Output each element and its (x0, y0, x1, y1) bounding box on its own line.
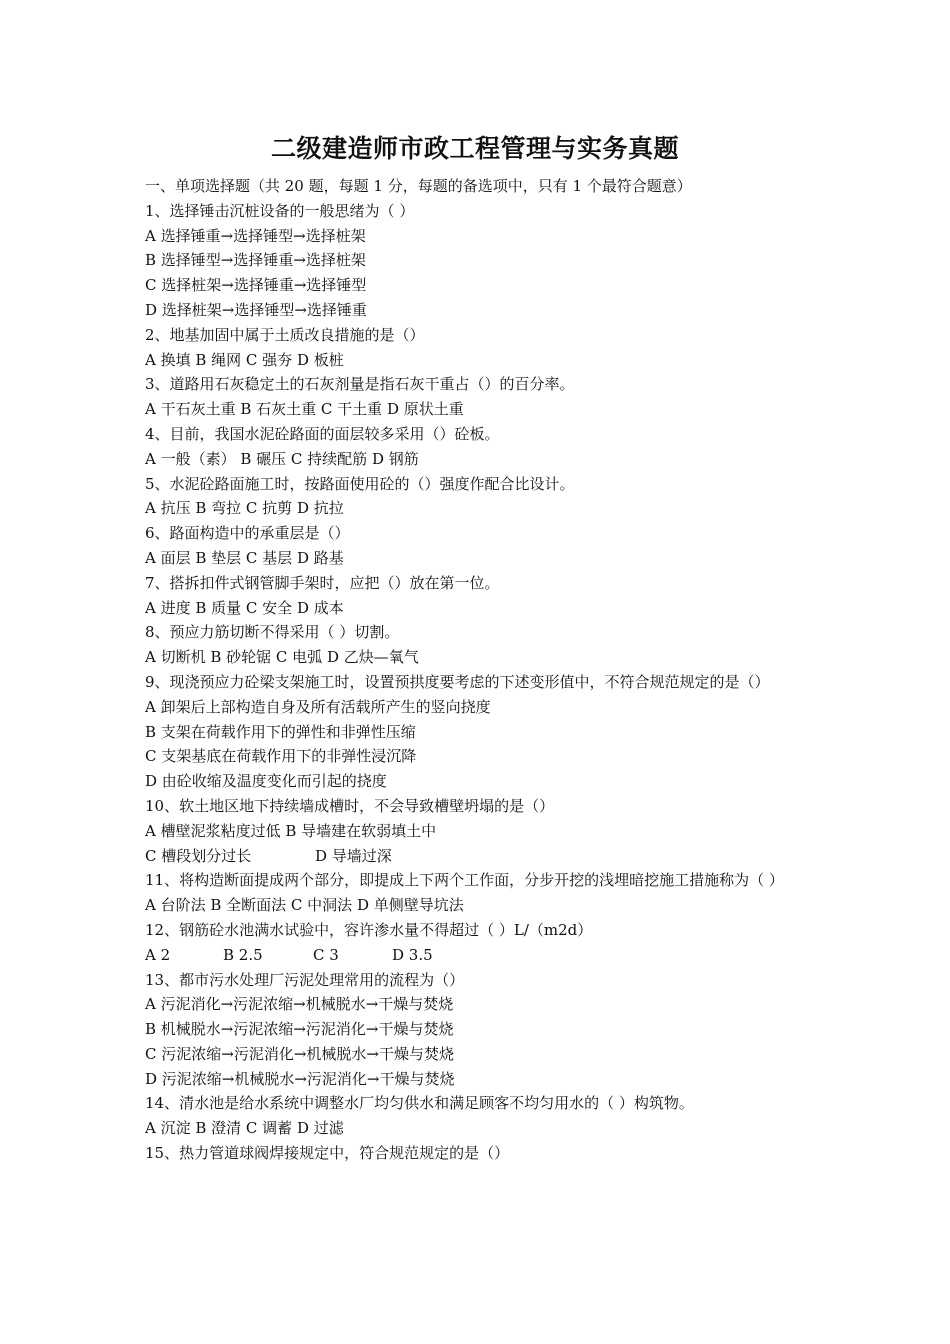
text-line: A 面层 B 垫层 C 基层 D 路基 (145, 548, 344, 567)
text-line: A 选择锤重→选择锤型→选择桩架 (145, 226, 366, 245)
text-line: A 污泥消化→污泥浓缩→机械脱水→干燥与焚烧 (145, 995, 454, 1014)
text-line: A 槽壁泥浆粘度过低 B 导墙建在软弱填土中 (145, 821, 437, 840)
text-line: A 干石灰土重 B 石灰土重 C 干土重 D 原状土重 (145, 400, 464, 419)
document-title: 二级建造师市政工程管理与实务真题 (270, 134, 679, 163)
text-line: 14、清水池是给水系统中调整水厂均匀供水和满足顾客不均匀用水的（ ）构筑物。 (145, 1094, 694, 1113)
text-line: C 支架基底在荷载作用下的非弹性浸沉降 (145, 747, 417, 766)
text-line: A 换填 B 绳网 C 强夯 D 板桩 (145, 350, 344, 369)
text-line: C 选择桩架→选择锤重→选择锤型 (145, 276, 367, 295)
text-line: 15、热力管道球阀焊接规定中，符合规范规定的是（） (145, 1144, 510, 1163)
text-line: 5、水泥砼路面施工时，按路面使用砼的（）强度作配合比设计。 (145, 474, 575, 493)
text-line: A 进度 B 质量 C 安全 D 成本 (145, 598, 344, 617)
question-11: 11、将构造断面提成两个部分，即提成上下两个工作面，分步开挖的浅埋暗挖施工措施称为（ ） (145, 871, 784, 890)
text-line: 7、搭拆扣件式钢管脚手架时，应把（）放在第一位。 (145, 573, 500, 592)
text-line: B 机械脱水→污泥浓缩→污泥消化→干燥与焚烧 (145, 1020, 454, 1039)
text-line: 10、软土地区地下持续墙成槽时，不会导致槽壁坍塌的是（） (145, 796, 555, 815)
document-body (145, 174, 810, 1166)
option-c: C 3 (313, 945, 339, 964)
text-line: 3、道路用石灰稳定土的石灰剂量是指石灰干重占（）的百分率。 (145, 375, 575, 394)
question-9: 9、现浇预应力砼梁支架施工时，设置预拱度要考虑的下述变形值中，不符合规范规定的是（） (145, 672, 770, 691)
text-line: A 抗压 B 弯拉 C 抗剪 D 抗拉 (145, 499, 344, 518)
text-line: B 支架在荷载作用下的弹性和非弹性压缩 (145, 722, 416, 741)
text-line: A 一般（素） B 碾压 C 持续配筋 D 钢筋 (145, 449, 419, 468)
option-a: A 2 (145, 945, 171, 964)
text-line: 1、选择锤击沉桩设备的一般思绪为（ ） (145, 201, 415, 220)
options-row (145, 943, 810, 968)
text-line: D 污泥浓缩→机械脱水→污泥消化→干燥与焚烧 (145, 1069, 455, 1088)
option-d: D 导墙过深 (315, 846, 392, 865)
text-line: 2、地基加固中属于土质改良措施的是（） (145, 325, 425, 344)
text-line: A 卸架后上部构造自身及所有活载所产生的竖向挠度 (145, 697, 491, 716)
text-line: D 选择桩架→选择锤型→选择锤重 (145, 300, 367, 319)
text-line: C 污泥浓缩→污泥消化→机械脱水→干燥与焚烧 (145, 1044, 454, 1063)
text-line: B 选择锤型→选择锤重→选择桩架 (145, 251, 366, 270)
options-row (145, 844, 810, 869)
text-line: 8、预应力筋切断不得采用（ ）切割。 (145, 623, 400, 642)
text-line: 12、钢筋砼水池满水试验中，容许渗水量不得超过（ ）L/（m2d） (145, 920, 593, 939)
text-line: 4、目前，我国水泥砼路面的面层较多采用（）砼板。 (145, 424, 500, 443)
text-line: 6、路面构造中的承重层是（） (145, 524, 350, 543)
option-d: D 3.5 (392, 945, 433, 964)
section-heading: 一、单项选择题（共 20 题，每题 1 分，每题的备选项中，只有 1 个最符合题意） (145, 177, 692, 195)
text-line: A 沉淀 B 澄清 C 调蓄 D 过滤 (145, 1119, 344, 1138)
text-line: 13、都市污水处理厂污泥处理常用的流程为（） (145, 970, 465, 989)
option-b: B 2.5 (223, 945, 263, 964)
text-line: D 由砼收缩及温度变化而引起的挠度 (145, 772, 387, 791)
text-line: A 切断机 B 砂轮锯 C 电弧 D 乙炔—氧气 (145, 648, 419, 667)
text-line: A 台阶法 B 全断面法 C 中洞法 D 单侧壁导坑法 (145, 896, 464, 915)
option-c: C 槽段划分过长 (145, 846, 252, 865)
